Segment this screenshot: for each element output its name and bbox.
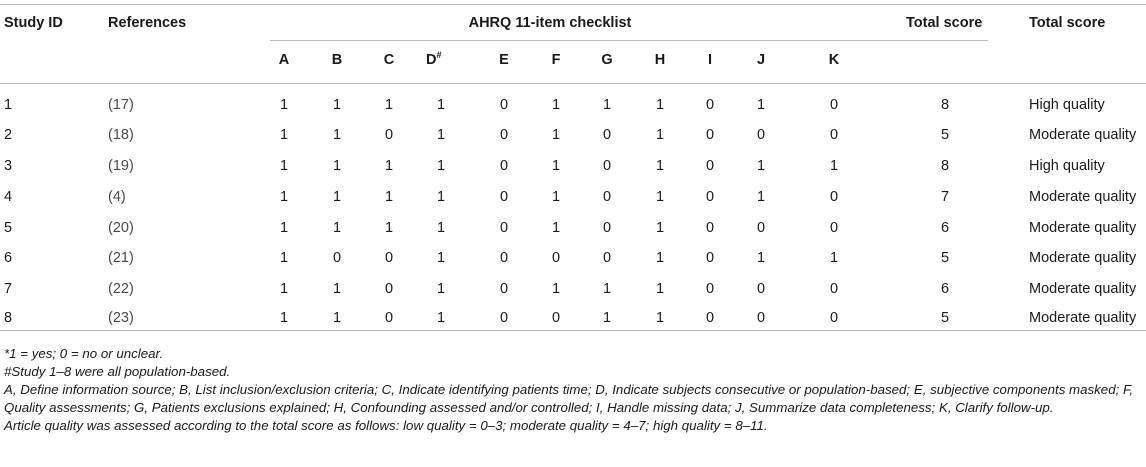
score-cell-e: 0	[499, 250, 509, 266]
checklist-subrule	[270, 40, 988, 41]
quality-cell: Moderate quality	[1029, 127, 1137, 143]
total-score-cell: 8	[940, 97, 950, 113]
score-cell-k: 0	[829, 97, 839, 113]
score-cell-c: 0	[384, 281, 394, 297]
score-cell-d: 1	[436, 281, 446, 297]
header-item-d-label: D	[426, 52, 437, 68]
score-cell-j: 1	[756, 97, 766, 113]
reference-cell: (19)	[108, 158, 134, 174]
score-cell-e: 0	[499, 158, 509, 174]
quality-cell: Moderate quality	[1029, 189, 1137, 205]
score-cell-j: 0	[756, 310, 766, 326]
score-cell-i: 0	[705, 189, 715, 205]
score-cell-h: 1	[655, 127, 665, 143]
score-cell-i: 0	[705, 220, 715, 236]
study-id-cell: 3	[4, 158, 13, 174]
reference-cell: (22)	[108, 281, 134, 297]
score-cell-g: 1	[602, 97, 612, 113]
total-score-cell: 6	[940, 281, 950, 297]
score-cell-h: 1	[655, 281, 665, 297]
score-cell-f: 0	[551, 310, 561, 326]
study-id-cell: 5	[4, 220, 13, 236]
score-cell-c: 0	[384, 250, 394, 266]
header-item-d	[426, 51, 466, 69]
score-cell-i: 0	[705, 158, 715, 174]
score-cell-e: 0	[499, 281, 509, 297]
footnote-scoring: *1 = yes; 0 = no or unclear.	[4, 346, 164, 361]
study-id-cell: 2	[4, 127, 13, 143]
score-cell-e: 0	[499, 127, 509, 143]
score-cell-i: 0	[705, 127, 715, 143]
score-cell-d: 1	[436, 310, 446, 326]
score-cell-g: 1	[602, 310, 612, 326]
score-cell-k: 1	[829, 250, 839, 266]
score-cell-k: 0	[829, 220, 839, 236]
score-cell-a: 1	[279, 127, 289, 143]
score-cell-h: 1	[655, 220, 665, 236]
score-cell-b: 1	[332, 189, 342, 205]
total-score-cell: 5	[940, 310, 950, 326]
quality-cell: High quality	[1029, 97, 1105, 113]
score-cell-c: 1	[384, 158, 394, 174]
score-cell-b: 1	[332, 127, 342, 143]
score-cell-h: 1	[655, 97, 665, 113]
reference-cell: (23)	[108, 310, 134, 326]
score-cell-b: 1	[332, 310, 342, 326]
score-cell-k: 0	[829, 281, 839, 297]
total-score-cell: 6	[940, 220, 950, 236]
score-cell-k: 0	[829, 127, 839, 143]
footnote-population: #Study 1–8 were all population-based.	[4, 364, 231, 379]
total-score-cell: 8	[940, 158, 950, 174]
score-cell-a: 1	[279, 250, 289, 266]
score-cell-i: 0	[705, 310, 715, 326]
score-cell-j: 0	[756, 220, 766, 236]
footnote-item-legend: A, Define information source; B, List inclusion/exclusion criteria; C, Indicate identifying patients time; D, Indicate subjects consecutive or population-based; E, subjective components masked; F, Quality assessments; G, Patients exclusions explained; H, Confounding assessed and/or controlled; I, Handle missing data; J, Summarize data completeness; K, Clarify follow-up.	[4, 382, 1134, 415]
score-cell-j: 1	[756, 189, 766, 205]
score-cell-f: 1	[551, 189, 561, 205]
score-cell-i: 0	[705, 250, 715, 266]
header-item-e: E	[499, 52, 509, 68]
score-cell-d: 1	[436, 97, 446, 113]
score-cell-d: 1	[436, 127, 446, 143]
study-id-cell: 7	[4, 281, 13, 297]
score-cell-k: 1	[829, 158, 839, 174]
score-cell-b: 1	[332, 220, 342, 236]
quality-cell: High quality	[1029, 158, 1105, 174]
score-cell-a: 1	[279, 189, 289, 205]
reference-cell: (21)	[108, 250, 134, 266]
quality-cell: Moderate quality	[1029, 281, 1137, 297]
header-item-j: J	[756, 52, 766, 68]
header-item-h: H	[654, 52, 666, 68]
header-item-c: C	[383, 52, 395, 68]
score-cell-g: 0	[602, 127, 612, 143]
score-cell-d: 1	[436, 220, 446, 236]
score-cell-d: 1	[436, 250, 446, 266]
score-cell-g: 0	[602, 158, 612, 174]
study-id-cell: 6	[4, 250, 13, 266]
score-cell-f: 1	[551, 127, 561, 143]
score-cell-g: 1	[602, 281, 612, 297]
score-cell-e: 0	[499, 97, 509, 113]
score-cell-g: 0	[602, 189, 612, 205]
score-cell-g: 0	[602, 220, 612, 236]
quality-cell: Moderate quality	[1029, 310, 1137, 326]
score-cell-e: 0	[499, 189, 509, 205]
score-cell-f: 1	[551, 220, 561, 236]
score-cell-g: 0	[602, 250, 612, 266]
score-cell-c: 1	[384, 97, 394, 113]
header-item-g: G	[601, 52, 613, 68]
reference-cell: (18)	[108, 127, 134, 143]
score-cell-f: 1	[551, 97, 561, 113]
reference-cell: (4)	[108, 189, 126, 205]
header-checklist: AHRQ 11-item checklist	[468, 15, 632, 31]
score-cell-h: 1	[655, 189, 665, 205]
header-item-b: B	[331, 52, 343, 68]
score-cell-a: 1	[279, 220, 289, 236]
header-item-k: K	[828, 52, 840, 68]
total-score-cell: 5	[940, 127, 950, 143]
study-id-cell: 4	[4, 189, 13, 205]
score-cell-i: 0	[705, 281, 715, 297]
score-cell-d: 1	[436, 158, 446, 174]
score-cell-f: 0	[551, 250, 561, 266]
score-cell-a: 1	[279, 310, 289, 326]
total-score-cell: 7	[940, 189, 950, 205]
score-cell-k: 0	[829, 310, 839, 326]
score-cell-c: 0	[384, 127, 394, 143]
header-references: References	[108, 15, 187, 31]
quality-cell: Moderate quality	[1029, 220, 1137, 236]
score-cell-c: 1	[384, 189, 394, 205]
score-cell-j: 0	[756, 281, 766, 297]
header-item-d-marker: #	[436, 50, 442, 60]
score-cell-f: 1	[551, 281, 561, 297]
score-cell-b: 1	[332, 97, 342, 113]
score-cell-k: 0	[829, 189, 839, 205]
header-item-f: F	[551, 52, 561, 68]
reference-cell: (17)	[108, 97, 134, 113]
score-cell-a: 1	[279, 158, 289, 174]
table-footnotes	[4, 345, 1142, 435]
header-bottom-rule	[0, 83, 1146, 84]
footnote-quality-thresholds: Article quality was assessed according to the total score as follows: low quality = 0–3; moderate quality = 4–7; high quality = 8–11.	[4, 418, 768, 433]
score-cell-d: 1	[436, 189, 446, 205]
study-id-cell: 1	[4, 97, 13, 113]
top-rule	[0, 4, 1146, 5]
score-cell-h: 1	[655, 158, 665, 174]
bottom-rule	[0, 330, 1146, 331]
score-cell-a: 1	[279, 281, 289, 297]
score-cell-h: 1	[655, 250, 665, 266]
score-cell-i: 0	[705, 97, 715, 113]
total-score-cell: 5	[940, 250, 950, 266]
header-total-score-2: Total score	[1029, 15, 1106, 31]
score-cell-h: 1	[655, 310, 665, 326]
header-item-i: I	[707, 52, 713, 68]
score-cell-b: 1	[332, 281, 342, 297]
study-id-cell: 8	[4, 310, 13, 326]
score-cell-f: 1	[551, 158, 561, 174]
score-cell-b: 0	[332, 250, 342, 266]
score-cell-b: 1	[332, 158, 342, 174]
score-cell-j: 0	[756, 127, 766, 143]
header-item-a: A	[278, 52, 290, 68]
quality-cell: Moderate quality	[1029, 250, 1137, 266]
score-cell-e: 0	[499, 310, 509, 326]
header-total-score: Total score	[906, 15, 983, 31]
score-cell-j: 1	[756, 158, 766, 174]
header-study-id: Study ID	[4, 15, 63, 31]
score-cell-c: 1	[384, 220, 394, 236]
score-cell-j: 1	[756, 250, 766, 266]
reference-cell: (20)	[108, 220, 134, 236]
score-cell-c: 0	[384, 310, 394, 326]
score-cell-e: 0	[499, 220, 509, 236]
score-cell-a: 1	[279, 97, 289, 113]
